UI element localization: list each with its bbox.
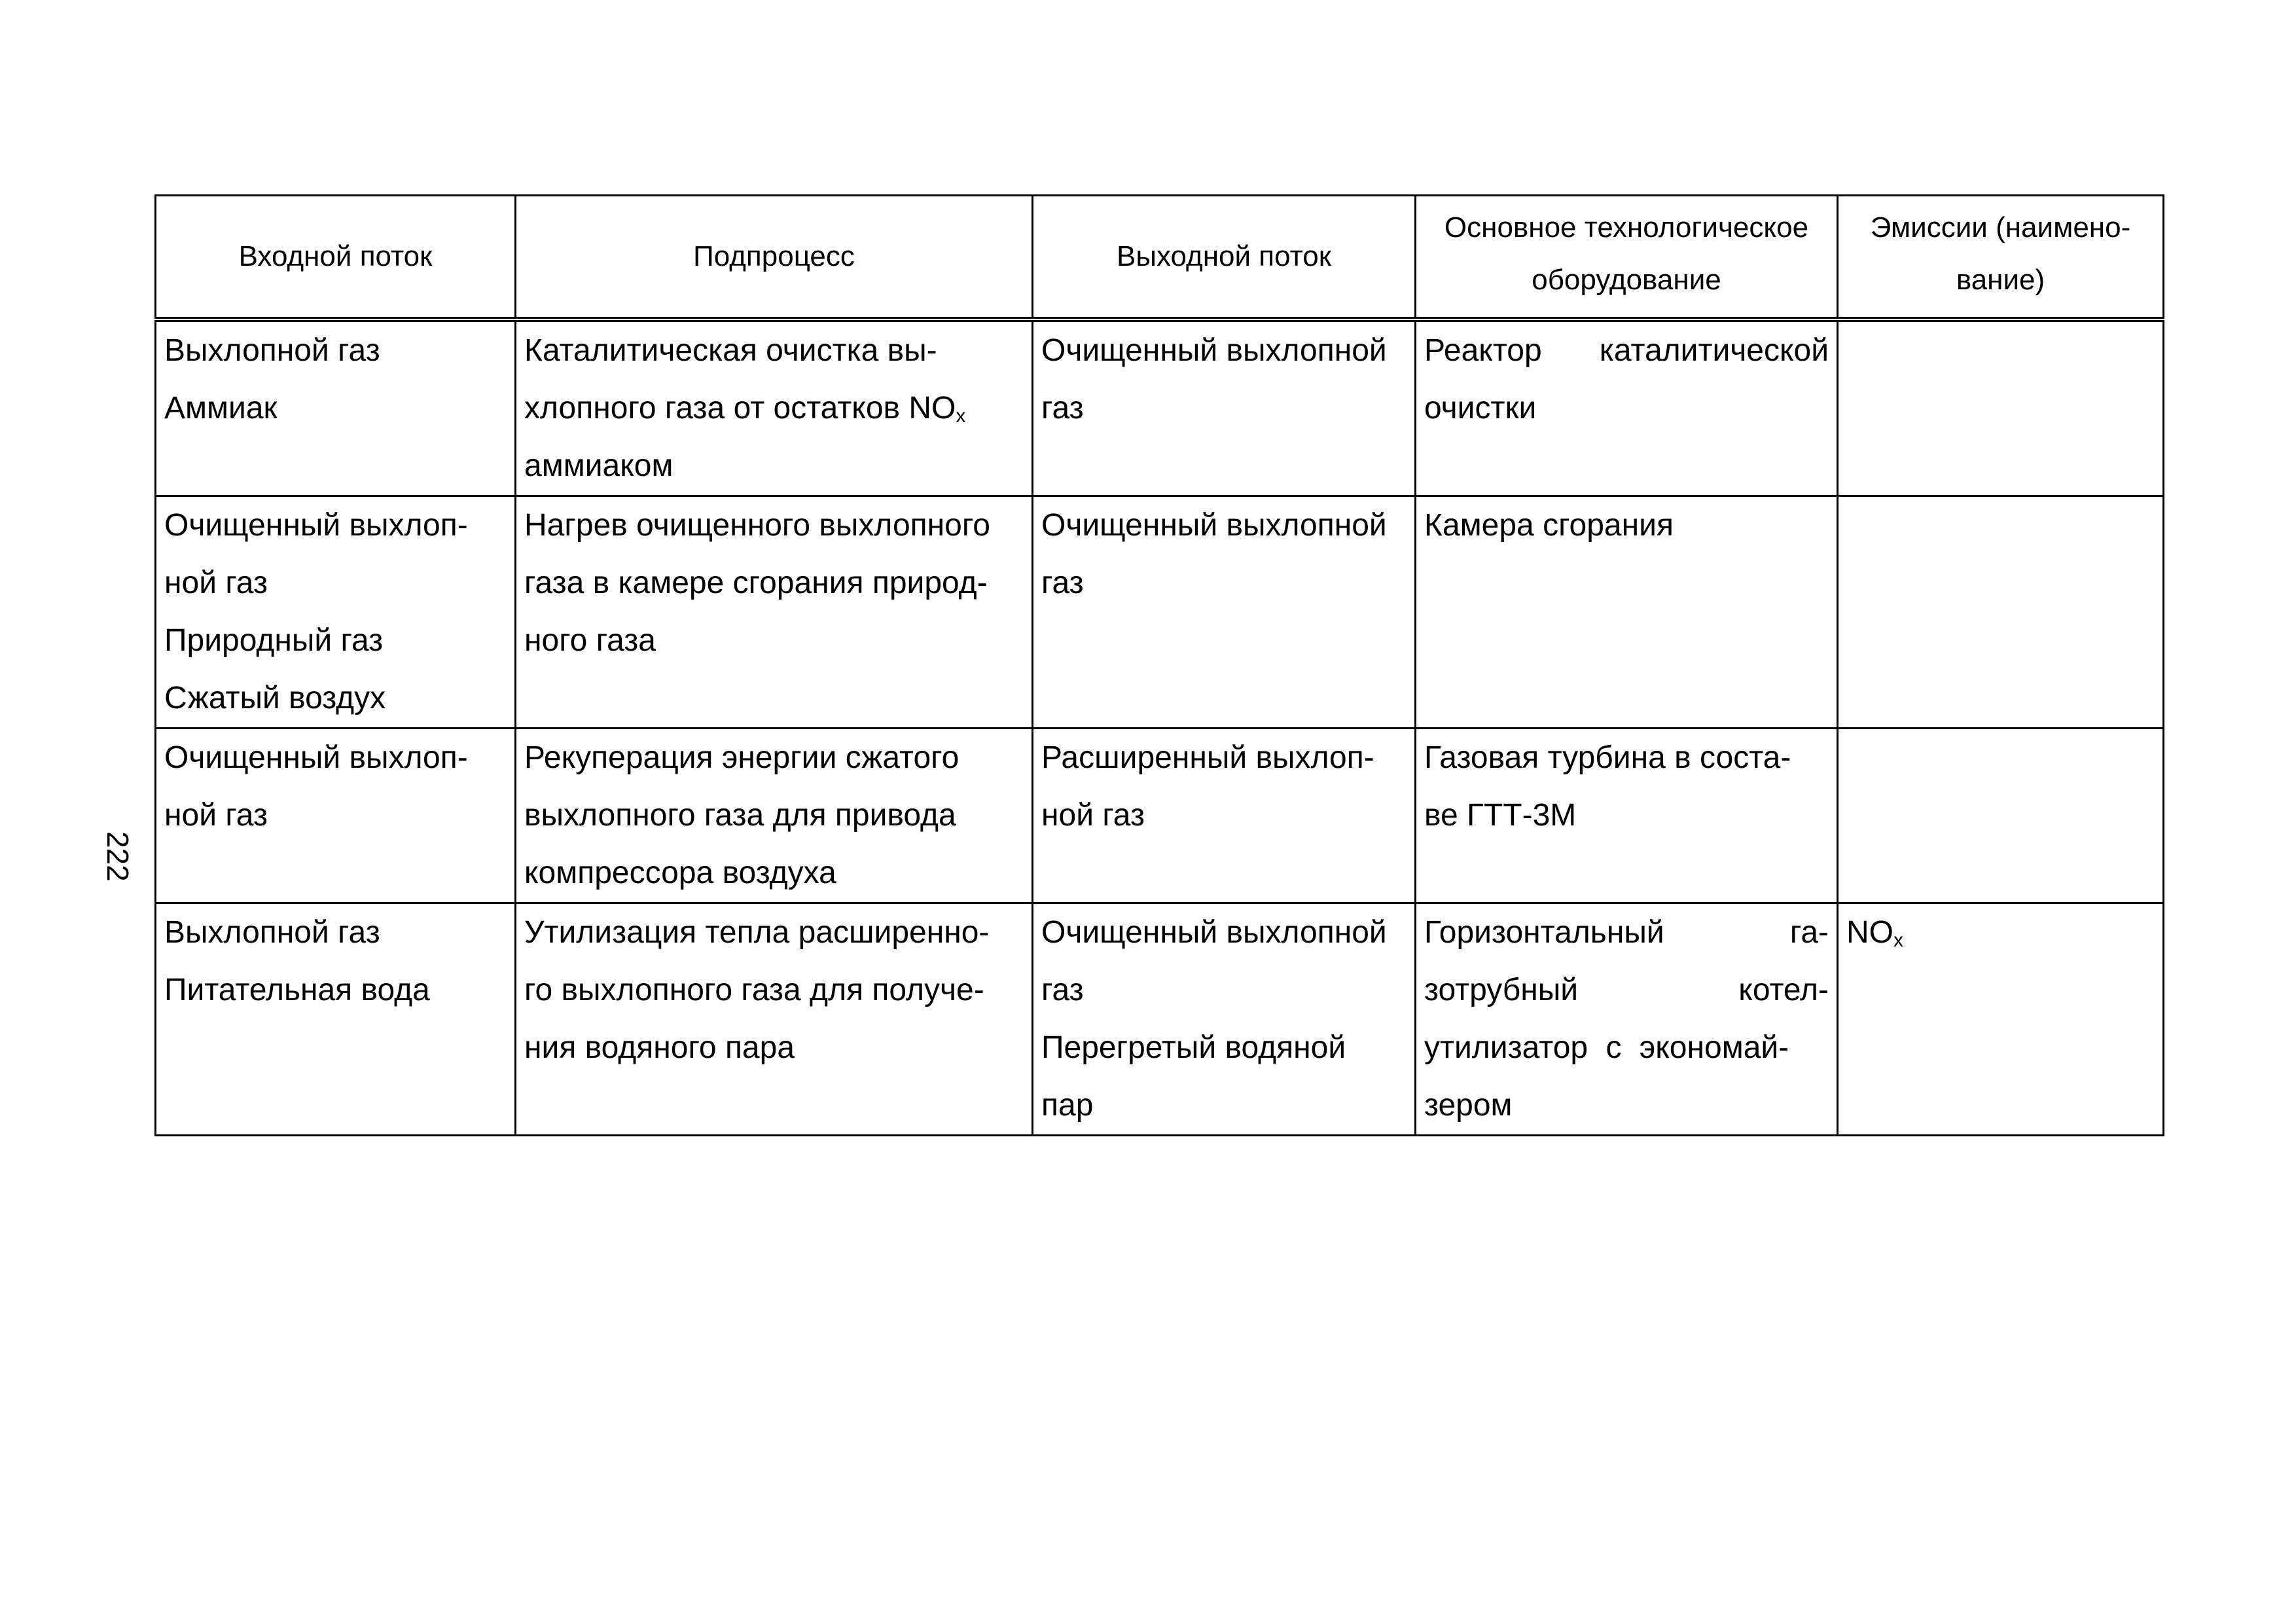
table-row [156, 903, 2164, 1136]
cell-emissions: $NO_x$ [1838, 903, 2164, 1136]
cell-output: Очищенный выхлопной газ Перегретый водяной пар [1033, 903, 1416, 1136]
cell-equipment: Горизонтальный га- зотрубный котел- утилизатор с экономай- зером [1416, 903, 1838, 1136]
header-emissions: Эмиссии (наимено- вание) [1838, 196, 2164, 320]
page-number: 222 [101, 831, 135, 882]
cell-subprocess: Нагрев очищенного выхлопного газа в камере сгорания природ- ного газа [516, 496, 1033, 729]
table-row [156, 729, 2164, 903]
header-subprocess: Подпроцесс [516, 196, 1033, 320]
cell-output: Очищенный выхлопной газ [1033, 319, 1416, 496]
cell-output: Очищенный выхлопной газ [1033, 496, 1416, 729]
cell-subprocess: Рекуперация энергии сжатого выхлопного газа для привода компрессора воздуха [516, 729, 1033, 903]
cell-equipment: Камера сгорания [1416, 496, 1838, 729]
cell-input: Выхлопной газ Аммиак [156, 319, 516, 496]
process-table [154, 194, 2164, 1136]
table-header-row [156, 196, 2164, 320]
table-row [156, 496, 2164, 729]
cell-subprocess: Утилизация тепла расширенно- го выхлопного газа для получе- ния водяного пара [516, 903, 1033, 1136]
cell-emissions [1838, 729, 2164, 903]
cell-input: Очищенный выхлоп- ной газ [156, 729, 516, 903]
cell-equipment: Реактор каталитической очистки [1416, 319, 1838, 496]
cell-emissions [1838, 496, 2164, 729]
subscript-x: x [1893, 929, 1903, 951]
cell-emissions [1838, 319, 2164, 496]
header-output-flow: Выходной поток [1033, 196, 1416, 320]
cell-input: Выхлопной газ Питательная вода [156, 903, 516, 1136]
cell-equipment: Газовая турбина в соста- ве ГТТ-3М [1416, 729, 1838, 903]
header-input-flow: Входной поток [156, 196, 516, 320]
cell-input: Очищенный выхлоп- ной газ Природный газ Сжатый воздух [156, 496, 516, 729]
subscript-x: x [956, 405, 966, 427]
cell-subprocess: Каталитическая очистка вы- хлопного газа от остатков $NO_x$ аммиаком [516, 319, 1033, 496]
cell-output: Расширенный выхлоп- ной газ [1033, 729, 1416, 903]
table-row [156, 319, 2164, 496]
header-equipment: Основное технологическое оборудование [1416, 196, 1838, 320]
